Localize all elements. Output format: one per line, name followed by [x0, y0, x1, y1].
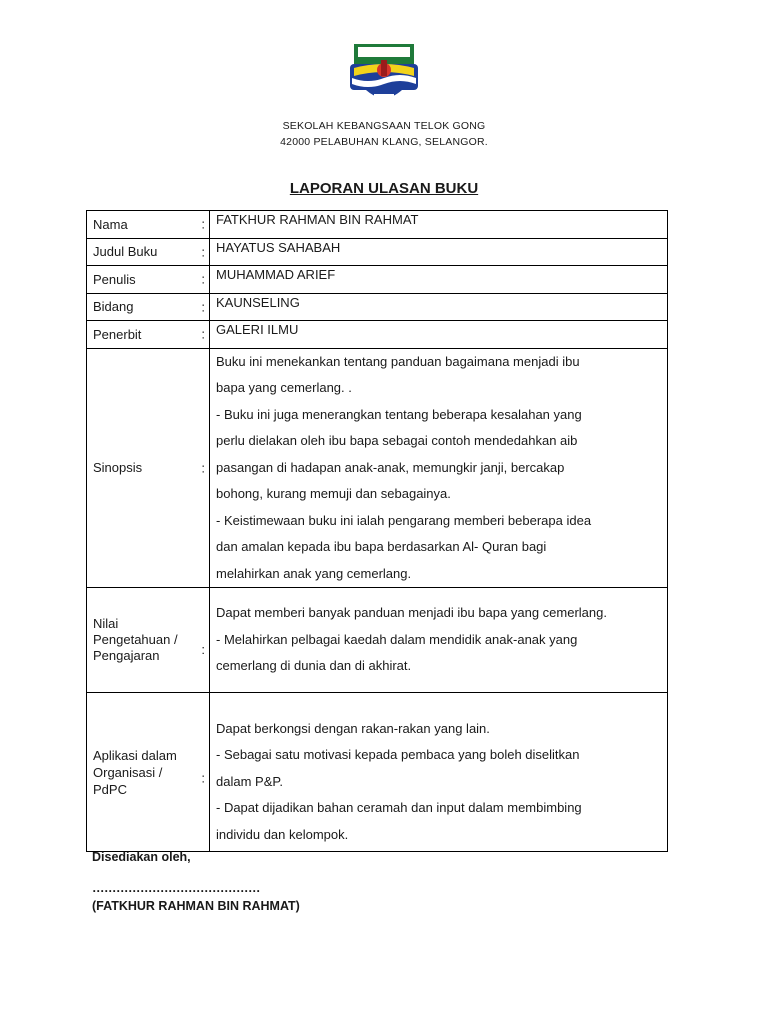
label-aplikasi-line: Aplikasi dalam	[93, 747, 177, 763]
preparer-name: (FATKHUR RAHMAN BIN RAHMAT)	[92, 899, 300, 913]
sinopsis-line: bohong, kurang memuji dan sebagainya.	[216, 486, 451, 501]
row-bidang	[87, 293, 668, 321]
value-nilai	[210, 588, 668, 693]
value-penulis: MUHAMMAD ARIEF	[210, 266, 668, 294]
aplikasi-line: - Sebagai satu motivasi kepada pembaca yang boleh diselitkan	[216, 747, 580, 763]
label-aplikasi-line: PdPC	[93, 781, 127, 797]
aplikasi-line: Dapat berkongsi dengan rakan-rakan yang lain.	[216, 720, 490, 736]
row-sinopsis	[87, 348, 668, 588]
label-penulis: Penulis	[93, 271, 136, 287]
label-aplikasi-line: Organisasi /	[93, 764, 163, 780]
row-aplikasi	[87, 693, 668, 852]
colon: :	[201, 244, 205, 260]
colon: :	[201, 271, 205, 287]
row-penulis	[87, 266, 668, 294]
value-sinopsis	[210, 348, 668, 588]
sinopsis-line: perlu dielakan oleh ibu bapa sebagai contoh mendedahkan aib	[216, 433, 578, 448]
nilai-line: cemerlang di dunia dan di akhirat.	[216, 658, 412, 674]
book-review-table	[86, 210, 668, 852]
label-judul: Judul Buku	[93, 244, 158, 260]
label-penerbit: Penerbit	[93, 326, 142, 342]
label-sinopsis: Sinopsis	[93, 460, 143, 476]
colon: :	[201, 326, 205, 342]
colon: :	[201, 770, 205, 786]
aplikasi-line: individu dan kelompok.	[216, 826, 349, 842]
sinopsis-line: - Keistimewaan buku ini ialah pengarang memberi beberapa idea	[216, 512, 592, 528]
sinopsis-line: bapa yang cemerlang. .	[216, 380, 352, 395]
colon: :	[201, 460, 205, 476]
prepared-by-label: Disediakan oleh,	[92, 850, 191, 864]
row-nilai	[87, 588, 668, 693]
value-nama: FATKHUR RAHMAN BIN RAHMAT	[210, 211, 668, 239]
sinopsis-line: pasangan di hadapan anak-anak, memungkir janji, bercakap	[216, 459, 565, 475]
label-nama: Nama	[93, 216, 128, 232]
aplikasi-line: - Dapat dijadikan bahan ceramah dan input dalam membimbing	[216, 800, 582, 816]
nilai-line: Dapat memberi banyak panduan menjadi ibu bapa yang cemerlang.	[216, 605, 607, 621]
sinopsis-line: dan amalan kepada ibu bapa berdasarkan Al- Quran bagi	[216, 539, 547, 554]
school-name: SEKOLAH KEBANGSAAN TELOK GONG	[282, 120, 486, 132]
value-penerbit: GALERI ILMU	[210, 321, 668, 349]
label-nilai-line: Pengetahuan /	[93, 632, 178, 647]
school-address: 42000 PELABUHAN KLANG, SELANGOR.	[280, 136, 488, 148]
sinopsis-line: Buku ini menekankan tentang panduan bagaimana menjadi ibu	[216, 353, 580, 369]
colon: :	[201, 642, 205, 658]
aplikasi-line: dalam P&P.	[216, 773, 283, 789]
value-judul: HAYATUS SAHABAH	[210, 238, 668, 266]
row-nama	[87, 211, 668, 239]
signature-line: ……………………………………	[92, 881, 260, 895]
colon: :	[201, 216, 205, 232]
sinopsis-line: melahirkan anak yang cemerlang.	[216, 565, 412, 581]
label-nilai-line: Nilai	[93, 616, 119, 631]
value-aplikasi	[210, 693, 668, 852]
report-title: LAPORAN ULASAN BUKU	[289, 180, 479, 197]
nilai-line: - Melahirkan pelbagai kaedah dalam mendidik anak-anak yang	[216, 631, 578, 647]
sinopsis-line: - Buku ini juga menerangkan tentang beberapa kesalahan yang	[216, 406, 582, 422]
colon: :	[201, 299, 205, 315]
row-judul	[87, 238, 668, 266]
school-crest-logo	[344, 40, 424, 108]
row-penerbit	[87, 321, 668, 349]
label-bidang: Bidang	[93, 299, 134, 315]
label-nilai-line: Pengajaran	[93, 648, 160, 663]
value-bidang: KAUNSELING	[210, 293, 668, 321]
